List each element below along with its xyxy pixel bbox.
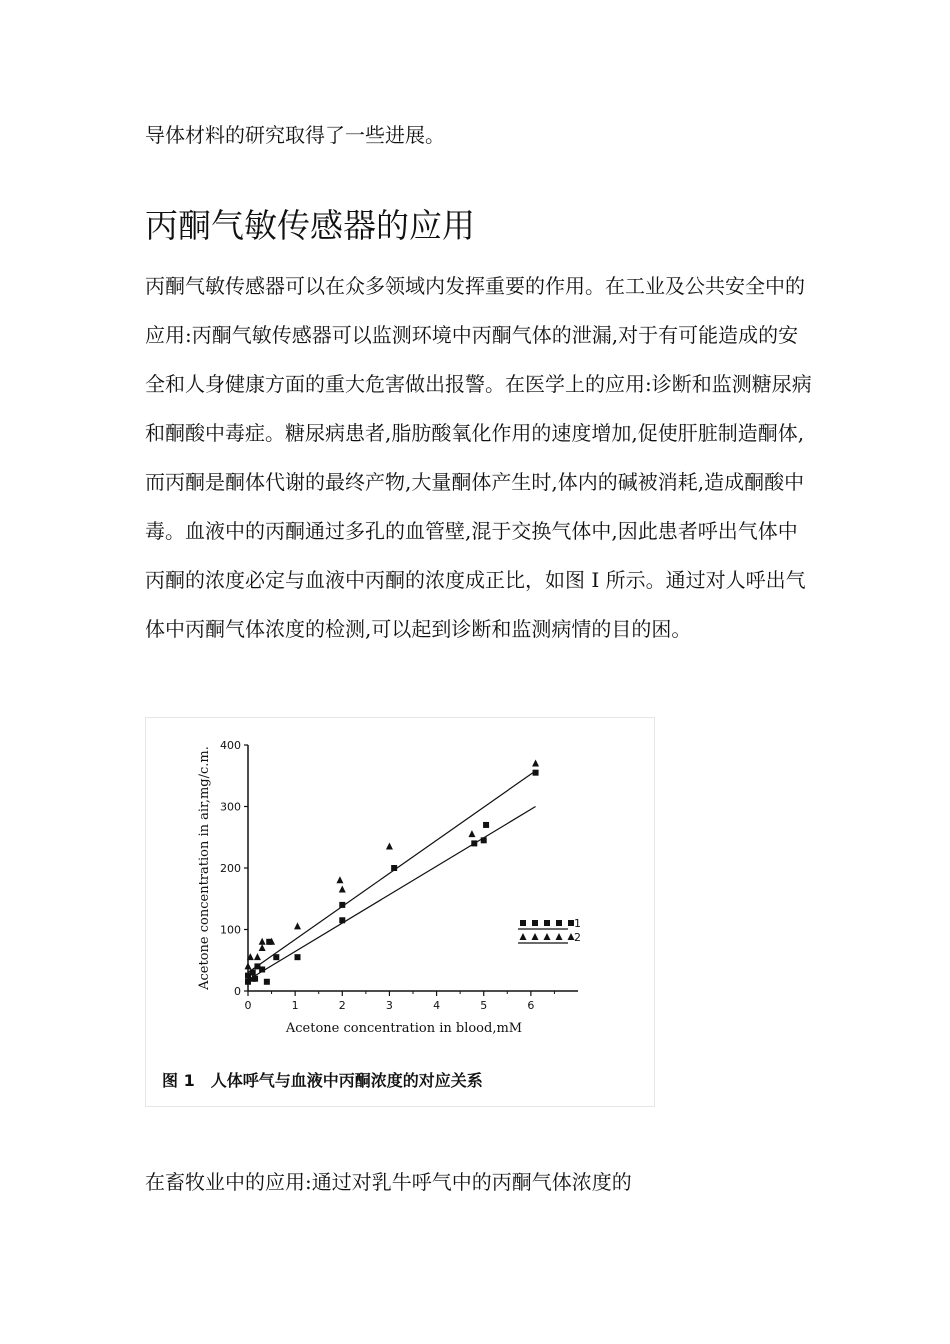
- data-point-series-1: [264, 979, 270, 985]
- y-axis-label: Acetone concentration in air,mg/c.m.: [197, 746, 212, 990]
- data-point-series-1: [533, 770, 539, 776]
- fit-line-series-1: [248, 807, 536, 980]
- y-tick-label: 100: [220, 923, 241, 937]
- data-point-series-1: [481, 837, 487, 843]
- x-axis-label: Acetone concentration in blood,mM: [285, 1021, 523, 1036]
- data-point-series-1: [483, 822, 489, 828]
- data-point-series-2: [294, 922, 301, 929]
- data-point-series-1: [339, 902, 345, 908]
- legend-marker-series-1: [556, 920, 562, 926]
- legend-marker-series-1: [520, 920, 526, 926]
- x-tick-label: 2: [338, 999, 346, 1012]
- livestock-paragraph: 在畜牧业中的应用:通过对乳牛呼气中的丙酮气体浓度的: [145, 1170, 632, 1194]
- data-point-series-1: [339, 917, 345, 923]
- legend-label-series-1: 1: [574, 917, 581, 930]
- data-point-series-2: [386, 842, 393, 849]
- figure-1: [145, 717, 655, 1107]
- y-tick-label: 400: [220, 739, 241, 752]
- data-point-series-2: [259, 938, 266, 945]
- data-point-series-1: [259, 966, 265, 972]
- application-paragraph: 丙酮气敏传感器可以在众多领域内发挥重要的作用。在工业及公共安全中的应用:丙酮气敏传感器可以监测环境中丙酮气体的泄漏,对于有可能造成的安全和人身健康方面的重大危害做出报警。在医学上的应用:诊断和监测糖尿病和酮酸中毒症。糖尿病患者,脂肪酸氧化作用的速度增加,促使肝脏制造酮体,而丙酮是酮体代谢的最终产物,大量酮体产生时,体内的碱被消耗,造成酮酸中毒。血液中的丙酮通过多孔的血管壁,混于交换气体中,因此患者呼出气体中丙酮的浓度必定与血液中丙酮的浓度成正比，如图 I 所示。通过对人呼出气体中丙酮气体浓度的检测,可以起到诊断和监测病情的目的困。: [145, 274, 812, 641]
- x-tick-label: 1: [291, 999, 299, 1012]
- acetone-scatter-chart: [146, 718, 654, 1106]
- x-tick-label: 3: [385, 999, 393, 1012]
- fit-line-series-2: [248, 771, 536, 973]
- x-tick-label: 5: [480, 999, 488, 1012]
- data-point-series-1: [391, 865, 397, 871]
- figure-caption: 图 1 人体呼气与血液中丙酮浓度的对应关系: [162, 1071, 483, 1090]
- data-point-series-2: [336, 876, 343, 883]
- data-point-series-2: [254, 953, 261, 960]
- legend-marker-series-1: [532, 920, 538, 926]
- data-point-series-1: [245, 979, 251, 985]
- legend-marker-series-2: [544, 933, 551, 940]
- data-point-series-2: [532, 759, 539, 766]
- intro-paragraph-end: 导体材料的研究取得了一些进展。: [145, 123, 445, 147]
- data-point-series-1: [471, 840, 477, 846]
- legend-marker-series-2: [532, 933, 539, 940]
- data-point-series-1: [273, 954, 279, 960]
- y-tick-label: 0: [234, 985, 241, 998]
- y-tick-label: 300: [220, 800, 241, 814]
- data-point-series-1: [250, 970, 256, 976]
- data-point-series-2: [339, 886, 346, 893]
- section-heading: 丙酮气敏传感器的应用: [145, 206, 475, 245]
- x-tick-label: 0: [244, 999, 252, 1012]
- legend-marker-series-2: [520, 933, 527, 940]
- x-tick-label: 6: [527, 999, 535, 1012]
- legend-marker-series-1: [544, 920, 550, 926]
- x-tick-label: 4: [433, 999, 441, 1012]
- data-point-series-2: [259, 944, 266, 951]
- legend-marker-series-2: [556, 933, 563, 940]
- data-point-series-2: [245, 962, 252, 969]
- legend-label-series-2: 2: [574, 931, 581, 944]
- data-point-series-1: [295, 954, 301, 960]
- y-tick-label: 200: [220, 862, 241, 875]
- data-point-series-2: [468, 830, 475, 837]
